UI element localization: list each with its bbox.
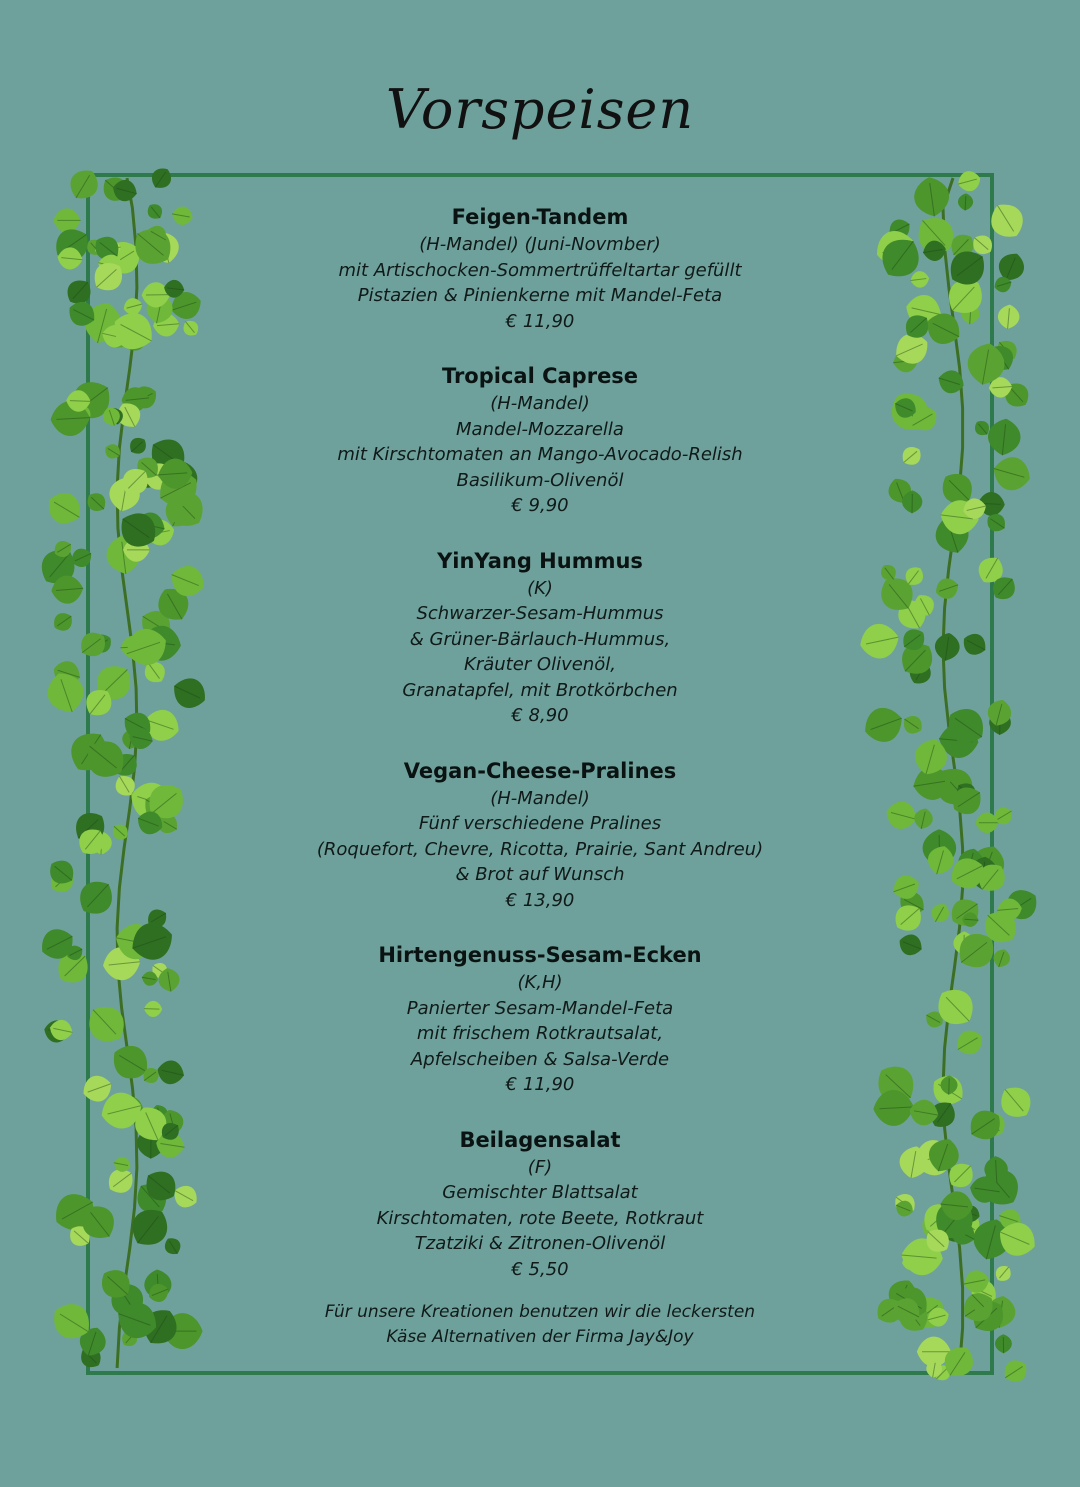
dish-description: Granatapfel, mit Brotkörbchen [402, 679, 678, 701]
dish-name: Hirtengenuss-Sesam-Ecken [378, 943, 702, 967]
menu-item-tropical-caprese [230, 361, 850, 519]
dish-description: mit Kirschtomaten an Mango-Avocado-Relish [337, 444, 743, 465]
dish-allergens: (K,H) [517, 972, 563, 993]
leaf-icon [147, 168, 175, 193]
dish-allergens: (F) [527, 1156, 553, 1178]
dish-price: € 13,90 [505, 889, 575, 911]
dish-price: € 8,90 [511, 705, 569, 726]
dish-price: € 11,90 [505, 310, 575, 332]
dish-description: mit frischem Rotkrautsalat, [416, 1023, 664, 1044]
menu-item-yinyang-hummus [230, 546, 850, 729]
dish-description: Pistazien & Pinienkerne mit Mandel-Feta [357, 285, 723, 306]
menu-list [230, 202, 850, 1350]
dish-allergens: (K) [527, 577, 553, 599]
dish-description: mit Artischocken-Sommertrüffeltartar gefüllt [338, 259, 742, 281]
dish-description: Mandel-Mozzarella [456, 418, 624, 440]
dish-name: YinYang Hummus [437, 548, 643, 573]
dish-description: & Grüner-Bärlauch-Hummus, [409, 628, 671, 650]
dish-name: Feigen-Tandem [451, 205, 629, 229]
dish-price: € 9,90 [511, 495, 569, 516]
dish-description: (Roquefort, Chevre, Ricotta, Prairie, Sant Andreu) [316, 838, 764, 860]
dish-description: Gemischter Blattsalat [442, 1182, 638, 1203]
menu-item-feigen-tandem [230, 202, 850, 334]
ivy-vine-right-icon [858, 168, 1048, 1398]
dish-description: Apfelscheiben & Salsa-Verde [410, 1048, 670, 1070]
dish-allergens: (H-Mandel) [490, 787, 590, 809]
menu-item-beilagensalat [230, 1125, 850, 1283]
footnote-line: Käse Alternativen der Firma Jay&Joy [386, 1327, 694, 1347]
dish-description: Tzatziki & Zitronen-Olivenöl [414, 1233, 666, 1254]
dish-name: Beilagensalat [459, 1127, 621, 1152]
dish-description: Fünf verschiedene Pralines [418, 813, 662, 834]
dish-description: Kirschtomaten, rote Beete, Rotkraut [376, 1207, 704, 1229]
dish-name: Vegan-Cheese-Pralines [403, 758, 677, 783]
ivy-vine-left-icon [32, 168, 222, 1398]
menu-item-hirtengenuss-sesam-ecken [230, 940, 850, 1098]
dish-description: Schwarzer-Sesam-Hummus [416, 603, 664, 624]
page-title: Vorspeisen [385, 78, 695, 141]
dish-name: Tropical Caprese [441, 364, 639, 388]
menu-item-vegan-cheese-pralines [230, 756, 850, 914]
footnote [230, 1300, 850, 1350]
dish-allergens: (H-Mandel) (Juni-Novmber) [419, 234, 661, 255]
leaf-icon [64, 168, 104, 205]
dish-price: € 11,90 [505, 1074, 575, 1095]
dish-allergens: (H-Mandel) [490, 393, 590, 414]
dish-description: Panierter Sesam-Mandel-Feta [406, 997, 674, 1019]
dish-price: € 5,50 [511, 1258, 569, 1280]
dish-description: Basilikum-Olivenöl [456, 469, 624, 491]
dish-description: & Brot auf Wunsch [455, 864, 625, 885]
footnote-line: Für unsere Kreationen benutzen wir die leckersten [324, 1302, 756, 1322]
dish-description: Kräuter Olivenöl, [464, 654, 616, 675]
